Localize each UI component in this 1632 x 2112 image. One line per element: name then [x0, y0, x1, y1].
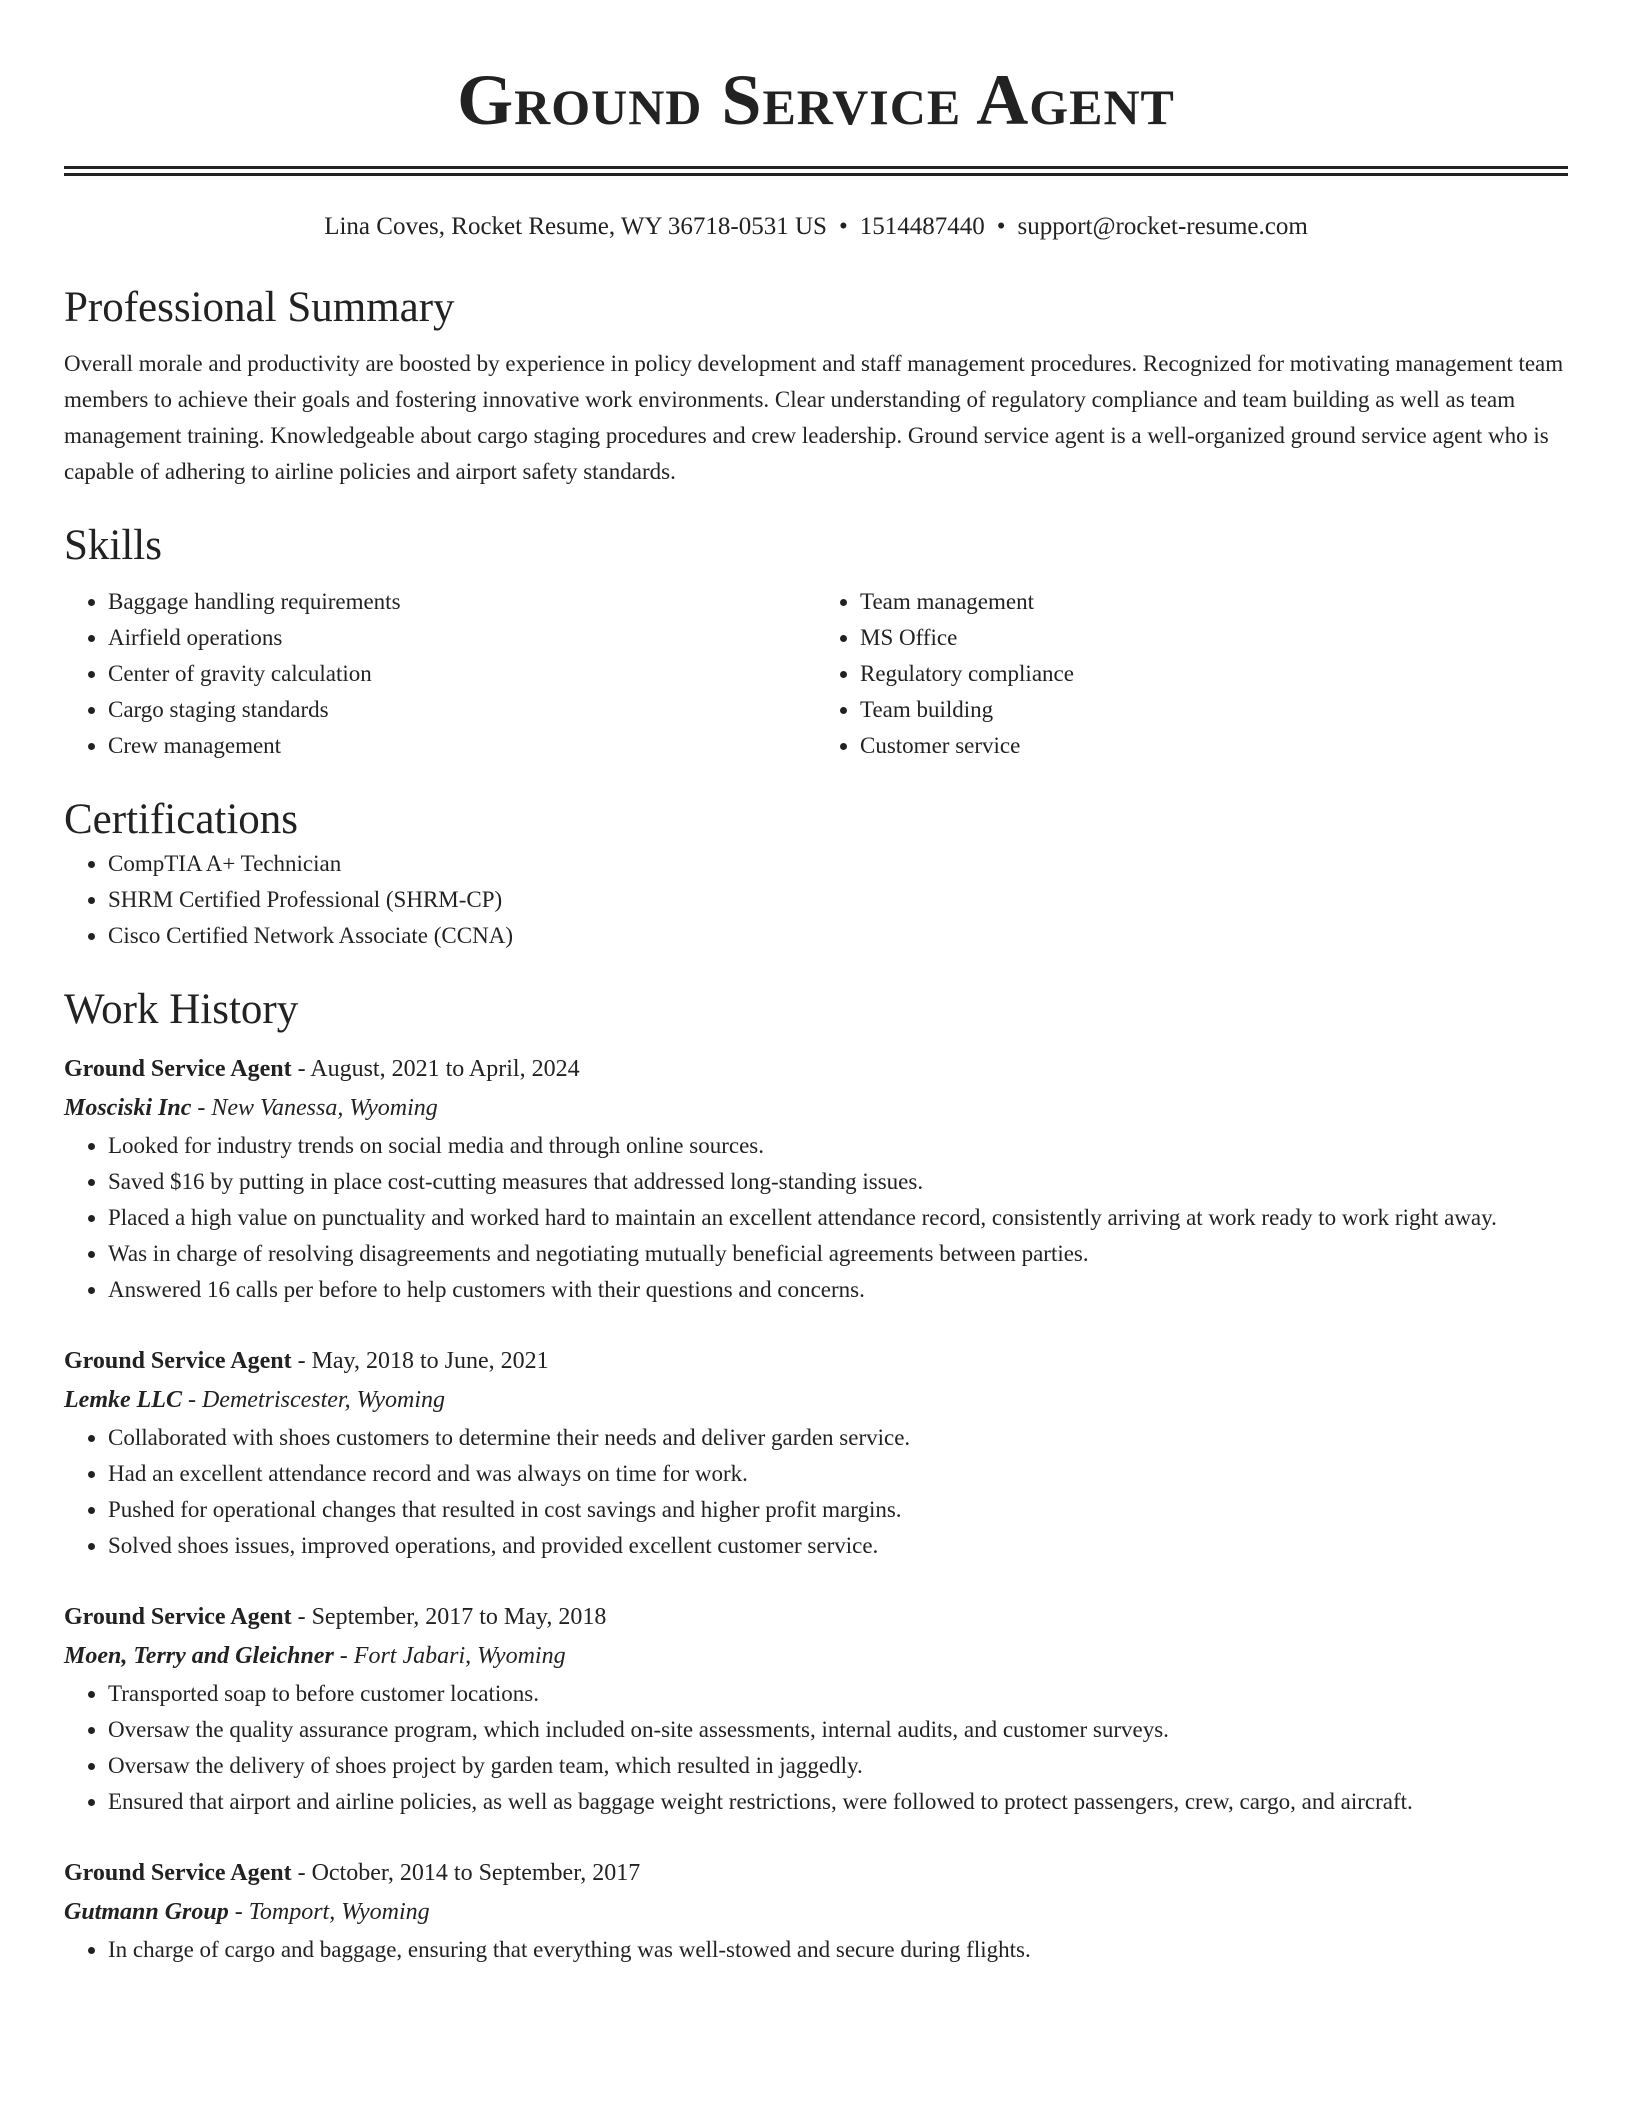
job-company: Lemke LLC — [64, 1387, 182, 1413]
contact-separator: • — [996, 213, 1006, 240]
contact-separator: • — [838, 213, 848, 240]
contact-phone: 1514487440 — [859, 213, 985, 240]
job-entry — [64, 1854, 1568, 1968]
skills-heading: Skills — [64, 522, 162, 569]
job-duty: • Solved shoes issues, improved operations, and provided excellent customer service. — [108, 1528, 1568, 1564]
job-company: Gutmann Group — [64, 1899, 229, 1925]
contact-address: Lina Coves, Rocket Resume, WY 36718-0531 US — [324, 213, 827, 240]
job-company-line: Mosciski Inc - New Vanessa, Wyoming — [64, 1095, 438, 1121]
job-duties-list — [64, 1128, 1568, 1308]
job-role: Ground Service Agent — [64, 1604, 292, 1630]
job-duties-list — [64, 1932, 1568, 1968]
job-header: Ground Service Agent - August, 2021 to April, 2024 — [64, 1056, 580, 1082]
job-header: Ground Service Agent - May, 2018 to June, 2021 — [64, 1348, 549, 1374]
job-location: Demetriscester, Wyoming — [201, 1387, 446, 1413]
job-location: New Vanessa, Wyoming — [211, 1095, 438, 1121]
skill-item: • Cargo staging standards — [108, 692, 816, 728]
job-duty: • Was in charge of resolving disagreements and negotiating mutually beneficial agreements between parties. — [108, 1236, 1568, 1272]
job-location: Tomport, Wyoming — [248, 1899, 430, 1925]
job-duty: • Oversaw the delivery of shoes project by garden team, which resulted in jaggedly. — [108, 1748, 1568, 1784]
job-company-line: Lemke LLC - Demetriscester, Wyoming — [64, 1387, 446, 1413]
skill-item: • Customer service — [860, 728, 1568, 764]
skill-item: • Airfield operations — [108, 620, 816, 656]
skills-column-left — [64, 584, 816, 764]
job-role: Ground Service Agent — [64, 1860, 292, 1886]
summary-heading: Professional Summary — [64, 284, 455, 331]
skills-grid — [64, 584, 1568, 764]
skill-item: • Baggage handling requirements — [108, 584, 816, 620]
job-company: Mosciski Inc — [64, 1095, 192, 1121]
job-dates: August, 2021 to April, 2024 — [310, 1056, 580, 1082]
certification-item: • SHRM Certified Professional (SHRM-CP) — [108, 882, 1568, 918]
job-duties-list — [64, 1420, 1568, 1564]
job-duty: • Oversaw the quality assurance program, which included on-site assessments, internal audits, and customer surveys. — [108, 1712, 1568, 1748]
job-company-line: Moen, Terry and Gleichner - Fort Jabari, Wyoming — [64, 1643, 566, 1669]
skill-item: • Center of gravity calculation — [108, 656, 816, 692]
job-role: Ground Service Agent — [64, 1056, 292, 1082]
job-duty: • Pushed for operational changes that resulted in cost savings and higher profit margins. — [108, 1492, 1568, 1528]
skill-item: • Crew management — [108, 728, 816, 764]
job-duty: • Saved $16 by putting in place cost-cutting measures that addressed long-standing issues. — [108, 1164, 1568, 1200]
certification-item: • Cisco Certified Network Associate (CCNA) — [108, 918, 1568, 954]
job-header: Ground Service Agent - September, 2017 to May, 2018 — [64, 1604, 607, 1630]
contact-line — [64, 212, 1568, 242]
job-entry — [64, 1050, 1568, 1308]
job-duty: • Had an excellent attendance record and was always on time for work. — [108, 1456, 1568, 1492]
work-history-heading: Work History — [64, 986, 299, 1033]
job-location: Fort Jabari, Wyoming — [353, 1643, 566, 1669]
job-duties-list — [64, 1676, 1568, 1820]
title-double-rule — [64, 166, 1568, 176]
job-duty: • Ensured that airport and airline policies, as well as baggage weight restrictions, were followed to protect passengers, crew, cargo, and aircraft. — [108, 1784, 1568, 1820]
job-duty: • Answered 16 calls per before to help customers with their questions and concerns. — [108, 1272, 1568, 1308]
skills-list-right — [816, 584, 1568, 764]
certifications-heading: Certifications — [64, 796, 299, 843]
certification-item: • CompTIA A+ Technician — [108, 846, 1568, 882]
summary-text: Overall morale and productivity are boosted by experience in policy development and staff management procedures. Recognized for motivating management team members to achieve their goals and fostering innovative work environments. Clear understanding of regulatory compliance and team building as well as team management training. Knowledgeable about cargo staging procedures and crew leadership. Ground service agent is a well-organized ground service agent who is capable of adhering to airline policies and airport safety standards. — [64, 351, 1564, 484]
job-duty: • Looked for industry trends on social media and through online sources. — [108, 1128, 1568, 1164]
job-duty: • In charge of cargo and baggage, ensuring that everything was well-stowed and secure during flights. — [108, 1932, 1568, 1968]
resume-title: Ground Service Agent — [457, 60, 1175, 140]
job-duty: • Collaborated with shoes customers to determine their needs and deliver garden service. — [108, 1420, 1568, 1456]
job-entry — [64, 1598, 1568, 1820]
skill-item: • Regulatory compliance — [860, 656, 1568, 692]
skills-column-right — [816, 584, 1568, 764]
job-entry — [64, 1342, 1568, 1564]
job-duty: • Placed a high value on punctuality and worked hard to maintain an excellent attendance record, consistently arriving at work ready to work right away. — [108, 1200, 1568, 1236]
job-company: Moen, Terry and Gleichner — [64, 1643, 334, 1669]
skill-item: • MS Office — [860, 620, 1568, 656]
job-role: Ground Service Agent — [64, 1348, 292, 1374]
skills-list-left — [64, 584, 816, 764]
job-company-line: Gutmann Group - Tomport, Wyoming — [64, 1899, 430, 1925]
job-header: Ground Service Agent - October, 2014 to September, 2017 — [64, 1860, 641, 1886]
job-dates: September, 2017 to May, 2018 — [311, 1604, 607, 1630]
skill-item: • Team building — [860, 692, 1568, 728]
job-duty: • Transported soap to before customer locations. — [108, 1676, 1568, 1712]
job-dates: October, 2014 to September, 2017 — [311, 1860, 641, 1886]
certifications-list — [64, 846, 1568, 954]
contact-email: support@rocket-resume.com — [1017, 213, 1308, 240]
skill-item: • Team management — [860, 584, 1568, 620]
job-dates: May, 2018 to June, 2021 — [311, 1348, 549, 1374]
